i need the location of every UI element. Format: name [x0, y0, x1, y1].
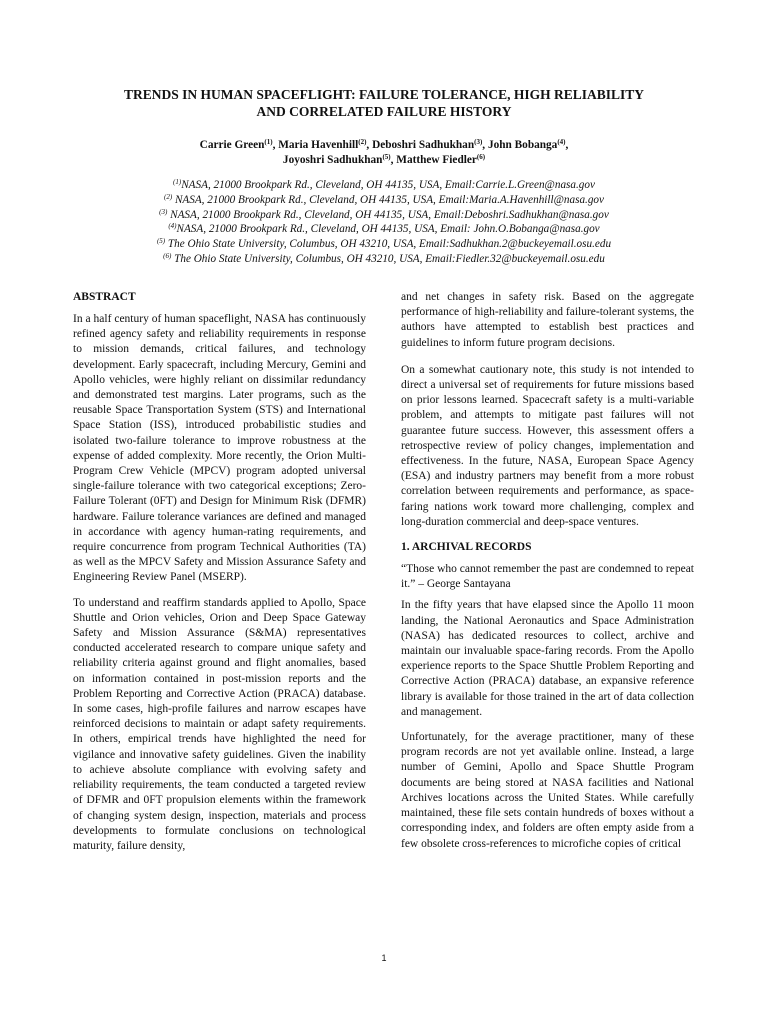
- author-separator: ,: [366, 139, 373, 151]
- author-list: [60, 138, 708, 168]
- author-mark: (2): [358, 138, 367, 146]
- affiliation-mark: (3): [159, 207, 168, 216]
- abstract-paragraph-1: In a half century of human spaceflight, NASA has continuously refined agency safety and reliability requirements in response to mission demands, critical failures, and technology development. Early spacecraft, including Mercury, Gemini and Apollo vehicles, were highly reliant on dissimilar redundancy and demonstrated test margins. Later programs, such as the reusable Space Transportation System (STS) and International Space Station (ISS), introduced probabilistic studies and isolated two-failure tolerance to improve robustness at the expense of added complexity. More recently, the Orion Multi-Program Crew Vehicle (MPCV) program adopted universal single-failure tolerance with two categorical exceptions; Zero-Failure Tolerant (0FT) and Design for Minimum Risk (DFMR) hardware. Failure tolerance variances are defined and managed in accordance with agency human-rating requirements, and require concurrence from program Technical Authorities (TA) as well as the MPCV Safety and Mission Assurance Safety and Engineering Review Panel (MSERP).: [73, 313, 366, 584]
- section-1-heading: 1. ARCHIVAL RECORDS: [401, 541, 532, 554]
- affiliation: [60, 193, 708, 208]
- author-mark: (6): [476, 153, 486, 161]
- affiliation: [60, 208, 708, 223]
- paper-title: [60, 86, 708, 120]
- epigraph-quote: “Those who cannot remember the past are condemned to repeat it.” – George Santayana: [401, 563, 694, 591]
- author-name: Carrie Green: [199, 139, 265, 151]
- affiliation-mark: (1): [173, 178, 182, 186]
- abstract-paragraph-3: On a somewhat cautionary note, this study is not intended to direct a universal set of requirements for future missions based on prior lessons learned. Spacecraft safety is a multi-variable problem, and attempts to mitigate past failures will not guarantee future success. However, this assessment offers a retrospective review of policy changes, implementation and effectiveness. In the future, NASA, European Space Agency (ESA) and industry partners may benefit from a more robust correlation between requirements and performance, as space-faring nations work toward more challenging, complex and long-duration commercial and deep-space ventures.: [401, 363, 694, 528]
- author-name: Joyoshri Sadhukhan: [282, 154, 383, 166]
- affiliation-mark: (4): [168, 222, 177, 231]
- abstract-heading: ABSTRACT: [73, 291, 136, 303]
- affiliation-mark: (5): [156, 237, 166, 246]
- author-name: Maria Havenhill: [278, 139, 359, 151]
- affiliation-mark: (2): [163, 192, 173, 201]
- author-mark: (1): [264, 138, 273, 146]
- author-separator: ,: [482, 139, 488, 151]
- affiliation-mark: (6): [163, 251, 172, 260]
- affiliation-text: NASA, 21000 Brookpark Rd., Cleveland, OH 44135, USA, Email:Deboshri.Sadhukhan@nasa.gov: [167, 208, 609, 221]
- author-mark: (4): [557, 138, 566, 146]
- affiliation: [60, 178, 708, 193]
- affiliation: [60, 222, 708, 237]
- author-name: John Bobanga: [487, 139, 558, 151]
- affiliation-text: NASA, 21000 Brookpark Rd., Cleveland, OH 44135, USA, Email:Maria.A.Havenhill@nasa.gov: [172, 193, 604, 206]
- page-number: 1: [381, 953, 387, 963]
- affiliation-text: The Ohio State University, Columbus, OH 43210, USA, Email:Sadhukhan.2@buckeyemail.osu.edu: [165, 238, 612, 251]
- author-name: Deboshri Sadhukhan: [372, 139, 475, 151]
- abstract-paragraph-2: To understand and reaffirm standards applied to Apollo, Space Shuttle and Orion vehicles, Orion and Deep Space Gateway Safety and Mission Assurance (S&MA) representatives conducted accelerated research to compare unique safety and reliability criteria against ground and flight anomalies, based on information contained in post-mission reports and the Problem Reporting and Corrective Action (PRACA) database. In some cases, high-profile failures and narrow escapes have reinforced decisions to maintain or adapt safety requirements. In others, empirical trends have highlighted the need for vigilance and innovative safety guidelines. Given the inability to achieve absolute compliance with evolving safety and reliability requirements, the team conducted a targeted review of DFMR and 0FT propulsion elements within the framework of changing system design, inspection, materials and process developments to formulate conclusions on technological maturity, failure density,: [73, 596, 366, 852]
- author-line-2: [60, 153, 708, 168]
- affiliation-list: [60, 178, 708, 267]
- abstract-continuation: and net changes in safety risk. Based on the aggregate performance of high-reliability and failure-tolerant systems, the authors have attempted to establish best practices and guidelines to inform future program decisions.: [401, 291, 694, 349]
- affiliation: [60, 252, 708, 267]
- author-name: Matthew Fiedler: [396, 154, 477, 166]
- title-line-2: AND CORRELATED FAILURE HISTORY: [256, 104, 512, 119]
- author-separator: ,: [390, 154, 397, 166]
- affiliation: [60, 237, 708, 252]
- affiliation-text: The Ohio State University, Columbus, OH 43210, USA, Email:Fiedler.32@buckeyemail.osu.edu: [171, 252, 605, 265]
- author-separator: ,: [272, 139, 279, 151]
- author-separator: ,: [565, 139, 569, 151]
- author-mark: (5): [382, 153, 391, 161]
- section-1-paragraph-1: In the fifty years that have elapsed since the Apollo 11 moon landing, the National Aeronautics and Space Administration (NASA) has dedicated resources to collect, archive and maintain our invaluable space-faring records. From the Apollo experience reports to the Space Shuttle Problem Reporting and Corrective Action (PRACA) database, an expansive reference library is available for those trained in the art of data collection and management.: [401, 599, 694, 718]
- affiliation-text: NASA, 21000 Brookpark Rd., Cleveland, OH 44135, USA, Email:Carrie.L.Green@nasa.gov: [181, 179, 595, 191]
- left-column: [73, 290, 366, 864]
- author-line-1: [60, 138, 708, 153]
- affiliation-text: NASA, 21000 Brookpark Rd., Cleveland, OH 44135, USA, Email: John.O.Bobanga@nasa.gov: [176, 223, 600, 236]
- title-line-1: TRENDS IN HUMAN SPACEFLIGHT: FAILURE TOLERANCE, HIGH RELIABILITY: [123, 87, 645, 102]
- right-column: [401, 290, 694, 862]
- author-mark: (3): [474, 138, 483, 146]
- section-1-paragraph-2: Unfortunately, for the average practitioner, many of these program records are not yet available online. Instead, a large number of Gemini, Apollo and Space Shuttle Program documents are being stored at NASA facilities and National Archives locations across the United States. While carefully maintained, these file sets contain hundreds of boxes without a corresponding index, and folders are often empty aside from a few obsolete cross-references to microfiche copies of critical: [401, 731, 694, 850]
